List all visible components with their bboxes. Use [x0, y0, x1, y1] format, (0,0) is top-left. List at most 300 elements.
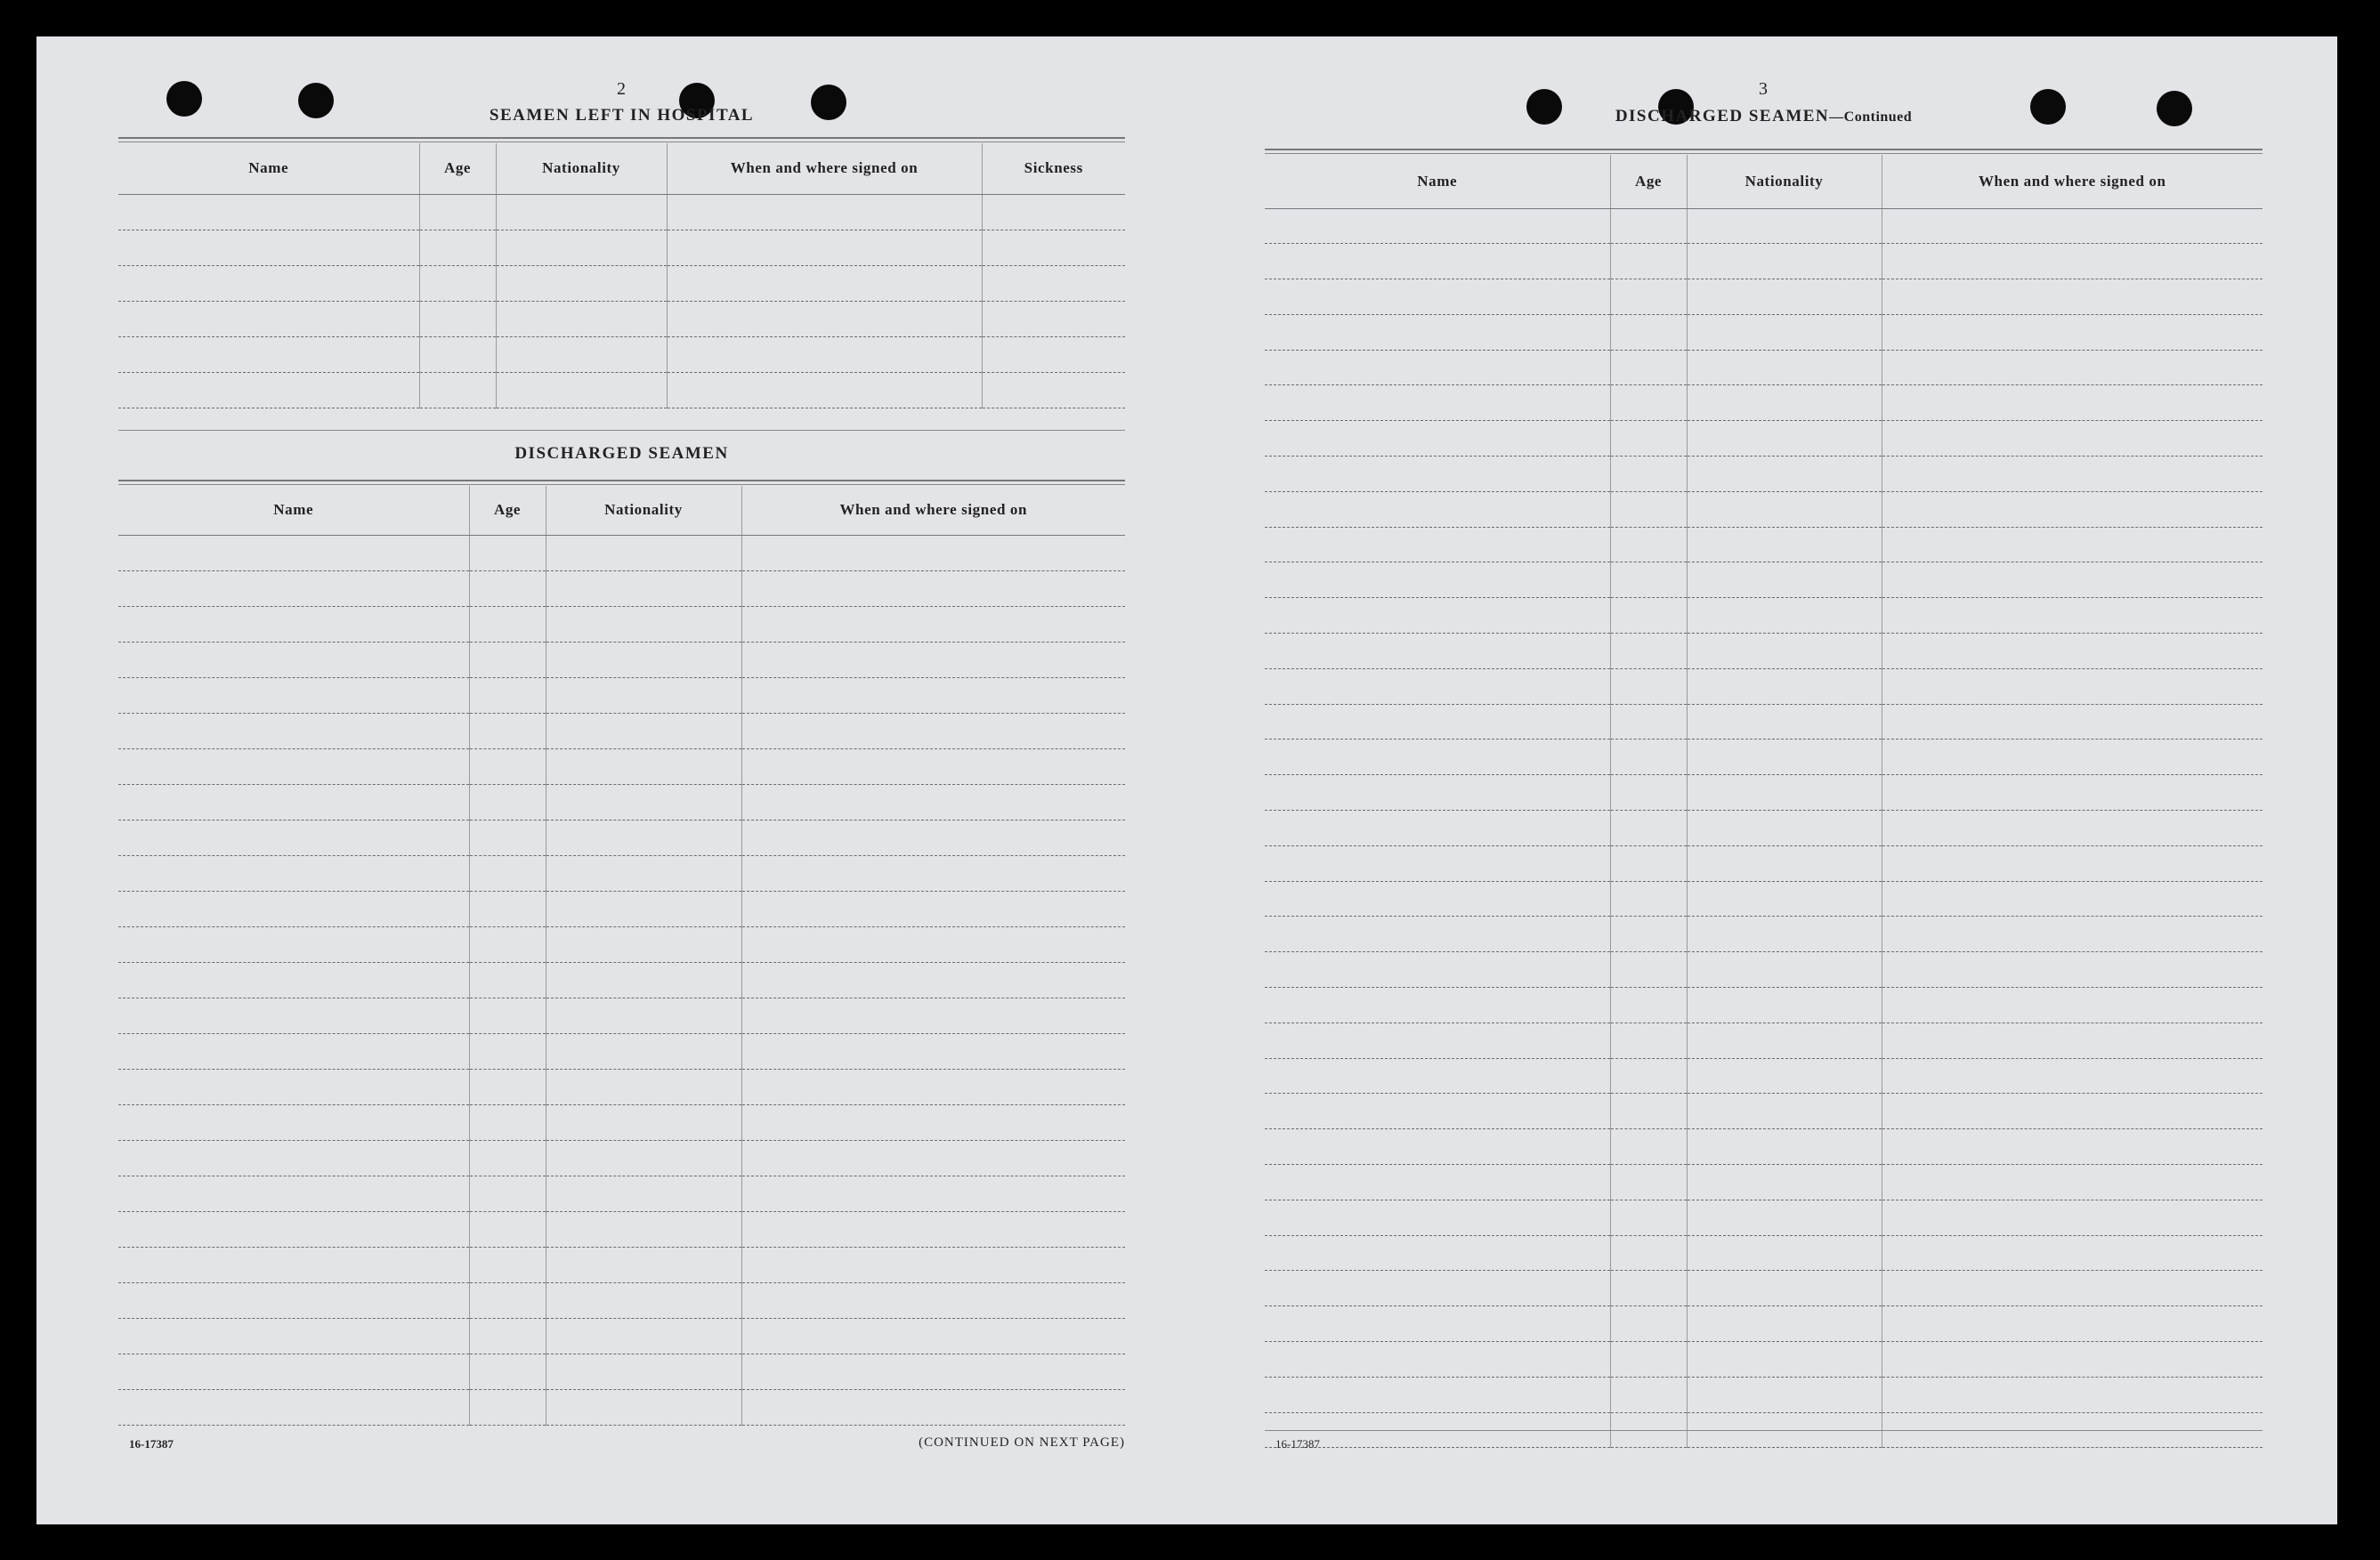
table-row	[118, 194, 1125, 230]
form-code: 16-17387	[1275, 1437, 1320, 1451]
blank-entry-cell	[1882, 1377, 2263, 1412]
page-number: 3	[1759, 79, 1769, 99]
blank-entry-cell	[419, 336, 496, 372]
blank-entry-cell	[1610, 598, 1687, 634]
blank-entry-cell	[546, 713, 741, 748]
blank-entry-cell	[469, 1318, 546, 1354]
blank-entry-cell	[1265, 917, 1610, 952]
blank-entry-cell	[667, 372, 982, 408]
blank-entry-cell	[1265, 952, 1610, 988]
blank-entry-cell	[1610, 1377, 1687, 1412]
title-main: DISCHARGED SEAMEN	[1615, 107, 1830, 125]
blank-entry-cell	[982, 265, 1125, 301]
blank-entry-cell	[1610, 279, 1687, 315]
section-rule	[118, 480, 1125, 481]
blank-entry-cell	[982, 194, 1125, 230]
section-rule	[1265, 149, 2263, 150]
blank-entry-cell	[1687, 704, 1882, 740]
blank-entry-cell	[1687, 1271, 1882, 1306]
form-code: 16-17387	[129, 1437, 174, 1451]
table-row	[118, 642, 1125, 677]
blank-entry-cell	[496, 230, 667, 265]
table-row	[1265, 1094, 2263, 1129]
section-rule	[118, 137, 1125, 139]
blank-entry-cell	[741, 713, 1125, 748]
blank-entry-cell	[469, 1282, 546, 1318]
section-rule	[118, 484, 1125, 485]
blank-entry-cell	[741, 1354, 1125, 1389]
blank-entry-cell	[1265, 457, 1610, 492]
blank-entry-cell	[1882, 1022, 2263, 1058]
blank-entry-cell	[1687, 1377, 1882, 1412]
blank-entry-cell	[1610, 527, 1687, 562]
blank-entry-cell	[118, 962, 469, 998]
table-row	[118, 1389, 1125, 1425]
table-row	[118, 1247, 1125, 1282]
blank-entry-cell	[1265, 811, 1610, 846]
blank-entry-cell	[419, 230, 496, 265]
blank-entry-cell	[1610, 562, 1687, 598]
blank-entry-cell	[1265, 1022, 1610, 1058]
discharged-table	[118, 486, 1125, 1426]
blank-entry-cell	[1610, 1200, 1687, 1235]
table-row	[1265, 421, 2263, 457]
table-row	[118, 962, 1125, 998]
blank-entry-cell	[1687, 208, 1882, 244]
page-number: 2	[617, 79, 627, 99]
blank-entry-cell	[741, 820, 1125, 855]
blank-entry-cell	[469, 926, 546, 962]
blank-entry-cell	[496, 265, 667, 301]
blank-entry-cell	[546, 1176, 741, 1211]
blank-entry-cell	[1687, 527, 1882, 562]
column-header: Name	[118, 143, 419, 194]
blank-entry-cell	[1265, 1129, 1610, 1165]
blank-entry-cell	[546, 677, 741, 713]
blank-entry-cell	[118, 606, 469, 642]
blank-entry-cell	[1882, 491, 2263, 527]
blank-entry-cell	[1882, 244, 2263, 279]
table-row	[1265, 314, 2263, 350]
blank-entry-cell	[1265, 740, 1610, 775]
blank-entry-cell	[118, 926, 469, 962]
table-row	[118, 713, 1125, 748]
blank-entry-cell	[546, 784, 741, 820]
blank-entry-cell	[741, 1176, 1125, 1211]
blank-entry-cell	[546, 748, 741, 784]
blank-entry-cell	[1687, 1306, 1882, 1342]
blank-entry-cell	[118, 372, 419, 408]
blank-entry-cell	[469, 962, 546, 998]
column-header: Name	[118, 486, 469, 535]
blank-entry-cell	[1687, 917, 1882, 952]
blank-entry-cell	[1610, 421, 1687, 457]
blank-entry-cell	[1265, 845, 1610, 881]
table-row	[118, 1282, 1125, 1318]
blank-entry-cell	[741, 642, 1125, 677]
blank-entry-cell	[1687, 988, 1882, 1023]
column-header: Nationality	[546, 486, 741, 535]
section-rule	[1265, 153, 2263, 154]
blank-entry-cell	[469, 1354, 546, 1389]
blank-entry-cell	[1610, 457, 1687, 492]
blank-entry-cell	[469, 1389, 546, 1425]
blank-entry-cell	[1882, 350, 2263, 385]
blank-entry-cell	[1610, 881, 1687, 917]
blank-entry-cell	[1265, 208, 1610, 244]
discharged-section-title: DISCHARGED SEAMEN	[514, 444, 729, 463]
blank-entry-cell	[1265, 1377, 1610, 1412]
table-row	[118, 891, 1125, 926]
blank-entry-cell	[741, 1211, 1125, 1247]
blank-entry-cell	[1610, 1235, 1687, 1271]
blank-entry-cell	[1882, 562, 2263, 598]
blank-entry-cell	[546, 1354, 741, 1389]
blank-entry-cell	[741, 1247, 1125, 1282]
blank-entry-cell	[1882, 988, 2263, 1023]
blank-entry-cell	[1265, 279, 1610, 315]
table-row	[118, 570, 1125, 606]
blank-entry-cell	[118, 677, 469, 713]
blank-entry-cell	[1687, 491, 1882, 527]
blank-entry-cell	[496, 301, 667, 336]
blank-entry-cell	[1610, 491, 1687, 527]
blank-entry-cell	[469, 606, 546, 642]
blank-entry-cell	[982, 301, 1125, 336]
discharged-continued-table	[1265, 155, 2263, 1448]
section-rule	[118, 430, 1125, 431]
blank-entry-cell	[1265, 634, 1610, 669]
blank-entry-cell	[1265, 775, 1610, 811]
blank-entry-cell	[1687, 845, 1882, 881]
blank-entry-cell	[1610, 952, 1687, 988]
table-row	[118, 1069, 1125, 1104]
blank-entry-cell	[1882, 881, 2263, 917]
blank-entry-cell	[1882, 1200, 2263, 1235]
blank-entry-cell	[469, 820, 546, 855]
blank-entry-cell	[1882, 952, 2263, 988]
blank-entry-cell	[1687, 1200, 1882, 1235]
table-row	[118, 1318, 1125, 1354]
blank-entry-cell	[469, 535, 546, 570]
blank-entry-cell	[546, 998, 741, 1033]
blank-entry-cell	[1265, 527, 1610, 562]
blank-entry-cell	[546, 1211, 741, 1247]
blank-entry-cell	[469, 1176, 546, 1211]
blank-entry-cell	[1265, 244, 1610, 279]
table-row	[118, 230, 1125, 265]
blank-entry-cell	[419, 301, 496, 336]
blank-entry-cell	[1882, 845, 2263, 881]
blank-entry-cell	[1610, 314, 1687, 350]
blank-entry-cell	[1265, 1235, 1610, 1271]
blank-entry-cell	[469, 784, 546, 820]
table-row	[118, 748, 1125, 784]
table-row	[118, 677, 1125, 713]
blank-entry-cell	[1687, 952, 1882, 988]
blank-entry-cell	[469, 1069, 546, 1104]
blank-entry-cell	[1882, 598, 2263, 634]
blank-entry-cell	[469, 855, 546, 891]
table-row	[1265, 1235, 2263, 1271]
blank-entry-cell	[118, 1140, 469, 1176]
blank-entry-cell	[1882, 279, 2263, 315]
blank-entry-cell	[741, 1140, 1125, 1176]
table-row	[118, 1211, 1125, 1247]
blank-entry-cell	[1882, 1235, 2263, 1271]
blank-entry-cell	[1265, 1058, 1610, 1094]
blank-entry-cell	[419, 265, 496, 301]
blank-entry-cell	[118, 535, 469, 570]
blank-entry-cell	[1610, 1022, 1687, 1058]
blank-entry-cell	[546, 1140, 741, 1176]
column-header: When and where signed on	[1882, 155, 2263, 208]
blank-entry-cell	[1687, 775, 1882, 811]
blank-entry-cell	[1882, 740, 2263, 775]
blank-entry-cell	[469, 748, 546, 784]
section-rule	[1265, 1430, 2263, 1431]
blank-entry-cell	[1265, 1165, 1610, 1200]
blank-entry-cell	[741, 677, 1125, 713]
table-row	[1265, 952, 2263, 988]
table-row	[1265, 988, 2263, 1023]
column-header: Sickness	[982, 143, 1125, 194]
blank-entry-cell	[469, 1247, 546, 1282]
blank-entry-cell	[1687, 314, 1882, 350]
table-header-row	[118, 143, 1125, 194]
blank-entry-cell	[496, 194, 667, 230]
blank-entry-cell	[741, 998, 1125, 1033]
table-row	[1265, 1306, 2263, 1342]
blank-entry-cell	[1265, 1271, 1610, 1306]
table-row	[1265, 598, 2263, 634]
blank-entry-cell	[982, 336, 1125, 372]
blank-entry-cell	[1265, 988, 1610, 1023]
blank-entry-cell	[1687, 1342, 1882, 1378]
blank-entry-cell	[118, 1282, 469, 1318]
blank-entry-cell	[1882, 668, 2263, 704]
blank-entry-cell	[741, 926, 1125, 962]
table-row	[1265, 668, 2263, 704]
blank-entry-cell	[1687, 350, 1882, 385]
blank-entry-cell	[496, 372, 667, 408]
section-rule	[118, 141, 1125, 142]
table-row	[1265, 491, 2263, 527]
blank-entry-cell	[496, 336, 667, 372]
blank-entry-cell	[1265, 668, 1610, 704]
blank-entry-cell	[1265, 314, 1610, 350]
blank-entry-cell	[1610, 1306, 1687, 1342]
table-row	[1265, 917, 2263, 952]
blank-entry-cell	[546, 962, 741, 998]
table-row	[118, 1140, 1125, 1176]
blank-entry-cell	[741, 606, 1125, 642]
table-row	[1265, 1200, 2263, 1235]
table-row	[118, 1176, 1125, 1211]
blank-entry-cell	[1265, 1200, 1610, 1235]
table-row	[1265, 1342, 2263, 1378]
blank-entry-cell	[118, 1389, 469, 1425]
blank-entry-cell	[118, 230, 419, 265]
blank-entry-cell	[1687, 421, 1882, 457]
table-row	[1265, 1377, 2263, 1412]
blank-entry-cell	[1610, 775, 1687, 811]
table-row	[118, 926, 1125, 962]
blank-entry-cell	[546, 1282, 741, 1318]
blank-entry-cell	[546, 570, 741, 606]
blank-entry-cell	[1265, 350, 1610, 385]
blank-entry-cell	[118, 265, 419, 301]
blank-entry-cell	[118, 194, 419, 230]
table-header-row	[118, 486, 1125, 535]
blank-entry-cell	[1265, 562, 1610, 598]
blank-entry-cell	[741, 1069, 1125, 1104]
blank-entry-cell	[118, 1069, 469, 1104]
table-row	[118, 606, 1125, 642]
blank-entry-cell	[469, 713, 546, 748]
blank-entry-cell	[1265, 598, 1610, 634]
table-row	[1265, 385, 2263, 421]
blank-entry-cell	[1882, 1271, 2263, 1306]
table-row	[1265, 350, 2263, 385]
blank-entry-cell	[1687, 1022, 1882, 1058]
table-row	[118, 855, 1125, 891]
table-row	[1265, 845, 2263, 881]
blank-entry-cell	[419, 194, 496, 230]
table-row	[1265, 1165, 2263, 1200]
blank-entry-cell	[1610, 385, 1687, 421]
blank-entry-cell	[1265, 704, 1610, 740]
blank-entry-cell	[469, 1211, 546, 1247]
blank-entry-cell	[1610, 988, 1687, 1023]
table-row	[118, 1354, 1125, 1389]
blank-entry-cell	[1265, 1094, 1610, 1129]
blank-entry-cell	[1687, 1129, 1882, 1165]
blank-entry-cell	[1882, 457, 2263, 492]
blank-entry-cell	[546, 1069, 741, 1104]
blank-entry-cell	[741, 1389, 1125, 1425]
blank-entry-cell	[1610, 917, 1687, 952]
blank-entry-cell	[1610, 1271, 1687, 1306]
blank-entry-cell	[741, 784, 1125, 820]
blank-entry-cell	[546, 606, 741, 642]
blank-entry-cell	[1610, 704, 1687, 740]
blank-entry-cell	[1687, 634, 1882, 669]
blank-entry-cell	[1882, 775, 2263, 811]
blank-entry-cell	[469, 642, 546, 677]
blank-entry-cell	[419, 372, 496, 408]
blank-entry-cell	[118, 1176, 469, 1211]
blank-entry-cell	[1610, 350, 1687, 385]
blank-entry-cell	[1687, 1235, 1882, 1271]
blank-entry-cell	[1882, 1342, 2263, 1378]
blank-entry-cell	[546, 820, 741, 855]
table-row	[1265, 811, 2263, 846]
blank-entry-cell	[118, 642, 469, 677]
blank-entry-cell	[1610, 244, 1687, 279]
table-row	[118, 301, 1125, 336]
blank-entry-cell	[469, 1104, 546, 1140]
blank-entry-cell	[1610, 1165, 1687, 1200]
column-header: Age	[469, 486, 546, 535]
table-row	[118, 535, 1125, 570]
table-row	[118, 1104, 1125, 1140]
column-header: Nationality	[496, 143, 667, 194]
blank-entry-cell	[1265, 421, 1610, 457]
blank-entry-cell	[1265, 385, 1610, 421]
table-row	[1265, 634, 2263, 669]
blank-entry-cell	[1610, 1094, 1687, 1129]
blank-entry-cell	[1882, 811, 2263, 846]
blank-entry-cell	[1265, 1306, 1610, 1342]
blank-entry-cell	[1687, 457, 1882, 492]
blank-entry-cell	[1687, 1165, 1882, 1200]
blank-entry-cell	[1265, 491, 1610, 527]
column-header: When and where signed on	[667, 143, 982, 194]
blank-entry-cell	[667, 336, 982, 372]
blank-entry-cell	[1882, 1306, 2263, 1342]
blank-entry-cell	[1687, 385, 1882, 421]
blank-entry-cell	[1882, 1094, 2263, 1129]
blank-entry-cell	[982, 372, 1125, 408]
blank-entry-cell	[546, 1318, 741, 1354]
blank-entry-cell	[741, 570, 1125, 606]
blank-entry-cell	[1882, 208, 2263, 244]
table-row	[1265, 704, 2263, 740]
blank-entry-cell	[1610, 845, 1687, 881]
blank-entry-cell	[118, 748, 469, 784]
blank-entry-cell	[1610, 208, 1687, 244]
table-row	[1265, 457, 2263, 492]
blank-entry-cell	[982, 230, 1125, 265]
blank-entry-cell	[741, 962, 1125, 998]
blank-entry-cell	[1687, 881, 1882, 917]
blank-entry-cell	[1687, 668, 1882, 704]
blank-entry-cell	[118, 1104, 469, 1140]
blank-entry-cell	[1610, 634, 1687, 669]
table-row	[118, 336, 1125, 372]
document-sheet	[36, 36, 2337, 1524]
column-header: Nationality	[1687, 155, 1882, 208]
blank-entry-cell	[1882, 385, 2263, 421]
column-header: Name	[1265, 155, 1610, 208]
blank-entry-cell	[118, 570, 469, 606]
table-row	[1265, 1129, 2263, 1165]
table-row	[118, 1033, 1125, 1069]
table-row	[1265, 1058, 2263, 1094]
blank-entry-cell	[1610, 1342, 1687, 1378]
title-continued: —Continued	[1829, 109, 1913, 125]
blank-entry-cell	[741, 1033, 1125, 1069]
blank-entry-cell	[741, 891, 1125, 926]
table-row	[1265, 775, 2263, 811]
blank-entry-cell	[546, 855, 741, 891]
blank-entry-cell	[1882, 1058, 2263, 1094]
table-row	[118, 784, 1125, 820]
table-row	[1265, 208, 2263, 244]
blank-entry-cell	[118, 998, 469, 1033]
blank-entry-cell	[469, 677, 546, 713]
blank-entry-cell	[469, 891, 546, 926]
blank-entry-cell	[118, 891, 469, 926]
table-row	[118, 265, 1125, 301]
blank-entry-cell	[1610, 740, 1687, 775]
blank-entry-cell	[1882, 1129, 2263, 1165]
blank-entry-cell	[1610, 1058, 1687, 1094]
blank-entry-cell	[1265, 881, 1610, 917]
blank-entry-cell	[546, 926, 741, 962]
blank-entry-cell	[118, 1033, 469, 1069]
